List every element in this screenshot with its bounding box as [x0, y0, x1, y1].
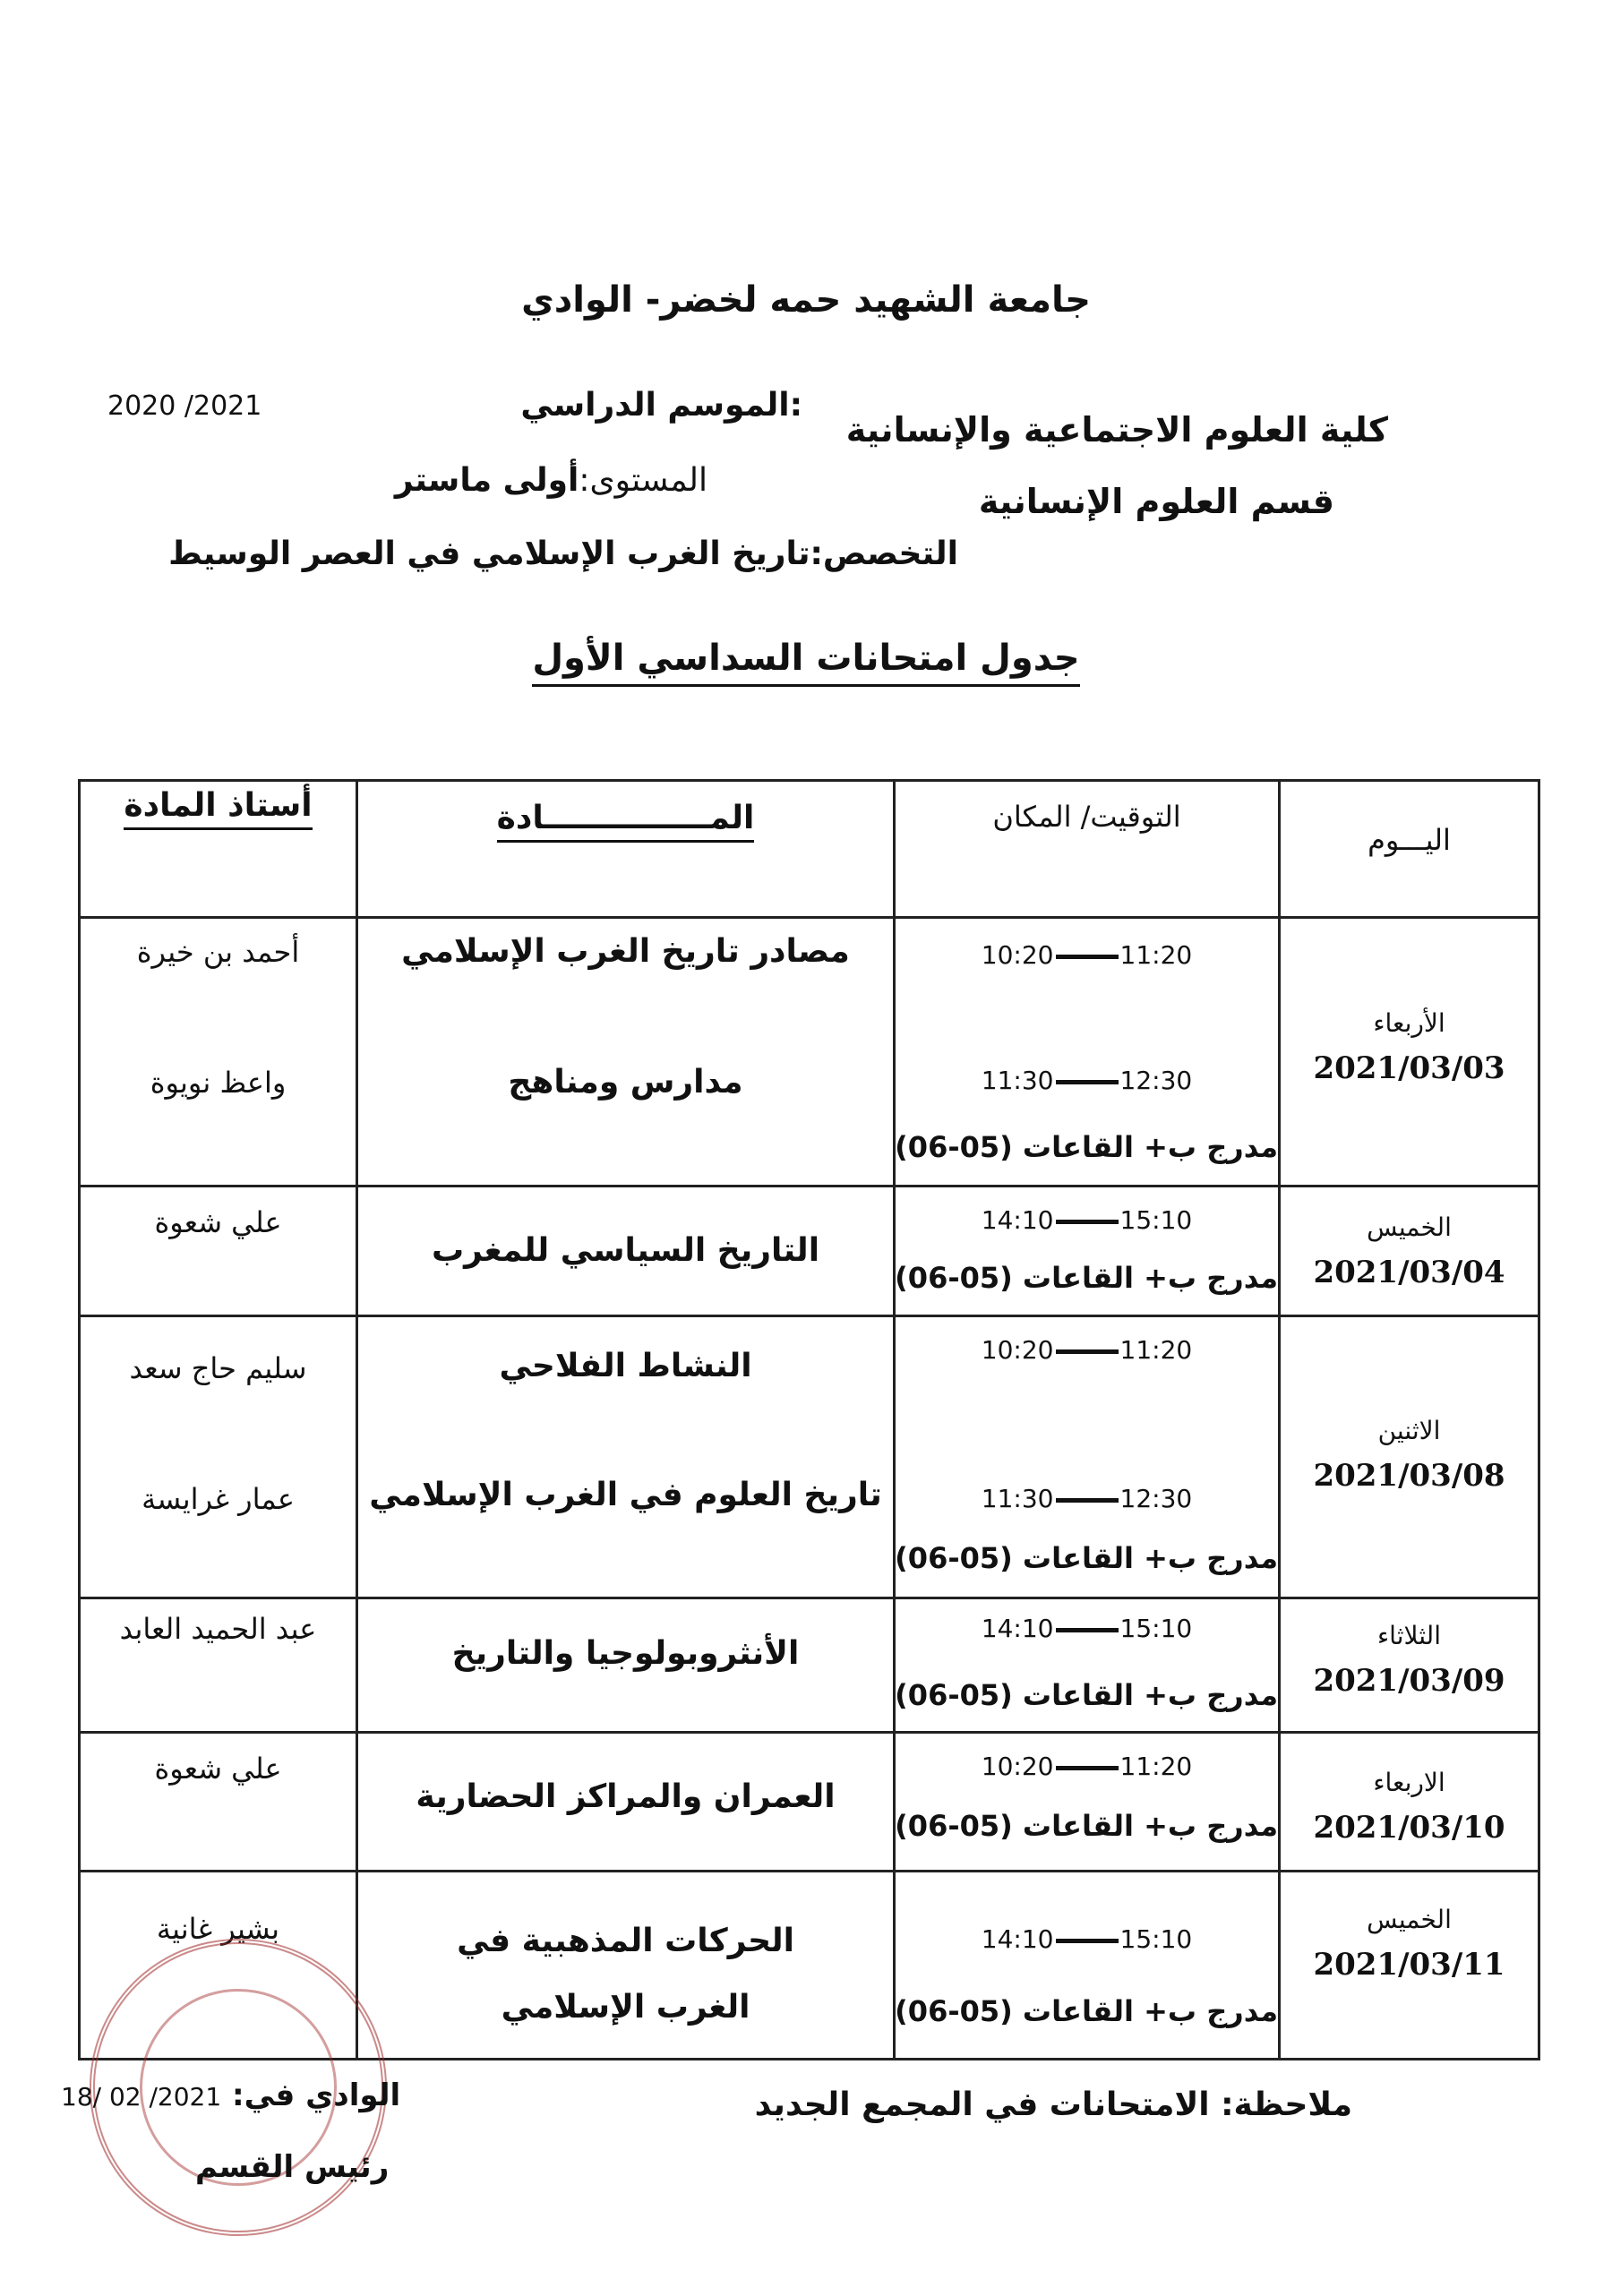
day-cell: الخميس 2021/03/11	[1280, 1872, 1539, 2060]
subject-cell: العمران والمراكز الحضارية	[357, 1733, 895, 1872]
header-subject: المـــــــــــــــادة	[357, 781, 895, 918]
place-date-value: 18/ 02 /2021	[61, 2082, 222, 2112]
subject-cell: الحركات المذهبية في الغرب الإسلامي	[357, 1872, 895, 2060]
time-place-cell: 10:20 11:20 11:30 12:30 مدرج ب+ القاعات (05-06)	[895, 1316, 1280, 1598]
professor-cell: علي شعوة	[80, 1187, 357, 1316]
time-place-cell: 14:10 15:10 مدرج ب+ القاعات (05-06)	[895, 1872, 1280, 2060]
specialty-label: التخصص:	[810, 535, 958, 572]
program-block	[81, 387, 958, 584]
specialty-value: تاريخ الغرب الإسلامي في العصر الوسيط	[168, 535, 810, 572]
time-place-cell: 14:10 15:10 مدرج ب+ القاعات (05-06)	[895, 1187, 1280, 1316]
season-value: 2020 /2021	[107, 390, 262, 422]
professor-cell: بشير غانية	[80, 1872, 357, 2060]
faculty-name: كلية العلوم الاجتماعية والإنسانية	[845, 410, 1388, 450]
professor-cell: عبد الحميد العابد	[80, 1598, 357, 1733]
header-day: اليـــوم	[1280, 781, 1539, 918]
level-label: المستوى:	[579, 462, 707, 499]
header-professor: أستاذ المادة	[80, 781, 357, 918]
department-name: قسم العلوم الإنسانية	[978, 482, 1334, 521]
subject-cell: النشاط الفلاحي تاريخ العلوم في الغرب الإسلامي	[357, 1316, 895, 1598]
signature-title: رئيس القسم	[195, 2149, 390, 2185]
professor-cell: علي شعوة	[80, 1733, 357, 1872]
footer-note: ملاحظة: الامتحانات في المجمع الجديد	[754, 2086, 1352, 2123]
time-place-cell: 10:20 11:20 مدرج ب+ القاعات (05-06)	[895, 1733, 1280, 1872]
table-row	[80, 918, 1539, 1187]
day-cell: الثلاثاء 2021/03/09	[1280, 1598, 1539, 1733]
level-value: أولى ماستر	[394, 462, 579, 499]
document-title-text: جدول امتحانات السداسي الأول	[532, 638, 1079, 687]
signature-block	[61, 2078, 401, 2212]
season-line	[520, 387, 802, 424]
document-title	[0, 638, 1612, 679]
table-row	[80, 1598, 1539, 1733]
professor-cell: سليم حاج سعد عمار غرايسة	[80, 1316, 357, 1598]
day-cell: الخميس 2021/03/04	[1280, 1187, 1539, 1316]
header-time-place: التوقيت/ المكان	[895, 781, 1280, 918]
university-name: جامعة الشهيد حمه لخضر- الوادي	[521, 279, 1091, 321]
faculty-block	[846, 394, 1388, 537]
table-row	[80, 1187, 1539, 1316]
day-cell: الاربعاء 2021/03/10	[1280, 1733, 1539, 1872]
table-header-row	[80, 781, 1539, 918]
subject-cell: التاريخ السياسي للمغرب	[357, 1187, 895, 1316]
subject-cell: مصادر تاريخ الغرب الإسلامي مدارس ومناهج	[357, 918, 895, 1187]
season-label: الموسم الدراسي:	[520, 387, 802, 424]
time-place-cell: 14:10 15:10 مدرج ب+ القاعات (05-06)	[895, 1598, 1280, 1733]
subject-cell: الأنثروبولوجيا والتاريخ	[357, 1598, 895, 1733]
table-row	[80, 1733, 1539, 1872]
day-cell: الاثنين 2021/03/08	[1280, 1316, 1539, 1598]
level-line	[395, 462, 707, 499]
day-cell: الأربعاء 2021/03/03	[1280, 918, 1539, 1187]
table-row	[80, 1316, 1539, 1598]
time-place-cell: 10:20 11:20 11:30 12:30 مدرج ب+ القاعات (05-06)	[895, 918, 1280, 1187]
exam-schedule-table	[78, 779, 1540, 2060]
place-date-label: الوادي في:	[232, 2078, 401, 2113]
professor-cell: أحمد بن خيرة واعظ نويوة	[80, 918, 357, 1187]
specialty-line	[168, 535, 958, 572]
